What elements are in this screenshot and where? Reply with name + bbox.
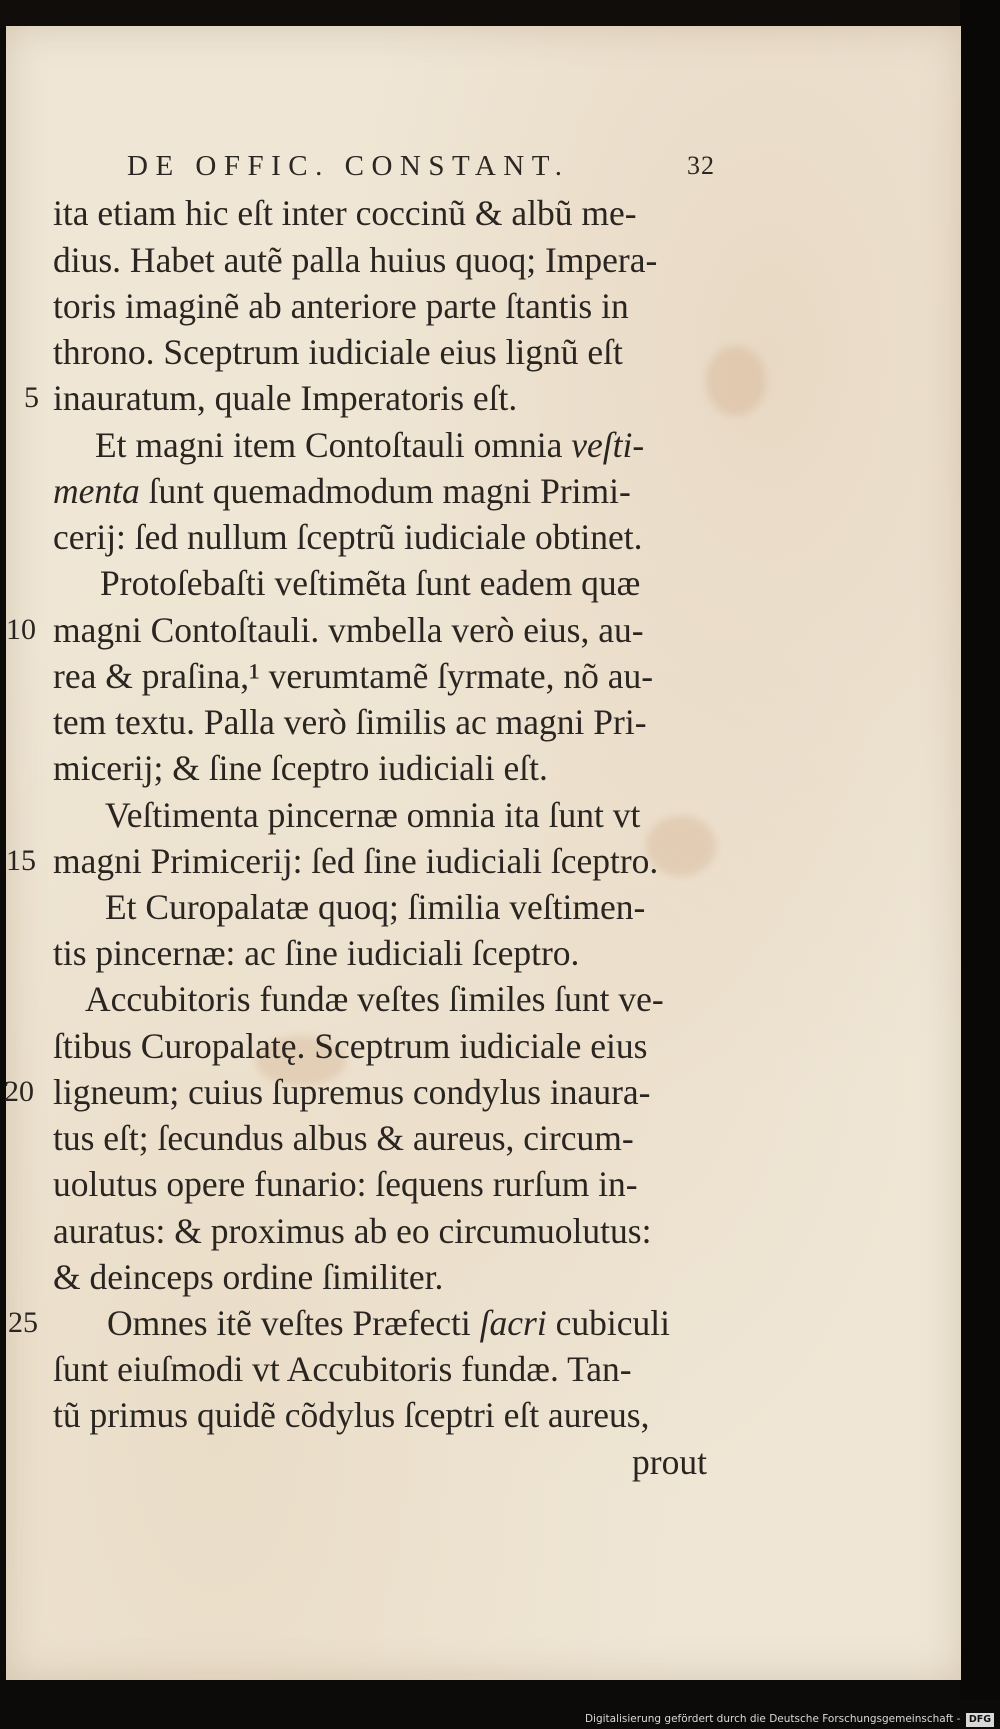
page-stain	[706, 346, 766, 416]
text-line: & deinceps ordine ſimiliter.	[53, 1257, 444, 1297]
margin-line-number: 20	[4, 1075, 34, 1108]
text-line: Accubitoris fundæ veſtes ſimiles ſunt ve-	[85, 979, 664, 1019]
italic-word: veſti-	[571, 425, 645, 465]
margin-line-number: 25	[8, 1306, 38, 1339]
text-line: ligneum; cuius ſupremus condylus inaura-	[53, 1072, 651, 1112]
italic-word: menta	[53, 471, 140, 511]
text-line: Veſtimenta pincernæ omnia ita ſunt vt	[105, 795, 641, 835]
text-segment: Omnes itẽ veſtes Præfecti	[107, 1303, 471, 1343]
text-line: magni Primicerij: ſed ſine iudiciali ſceptro.	[53, 841, 659, 881]
text-line: magni Contoſtauli. vmbella verò eius, au-	[53, 610, 644, 650]
text-segment: Et magni item Contoſtauli omnia	[95, 425, 563, 465]
text-line: tus eſt; ſecundus albus & aureus, circum-	[53, 1118, 634, 1158]
dfg-logo: DFG	[966, 1713, 994, 1727]
margin-line-number: 15	[6, 844, 36, 877]
scan-top-border	[0, 0, 1000, 28]
catchword: prout	[632, 1442, 707, 1482]
text-line	[53, 467, 631, 515]
text-line: tis pincernæ: ac ſine iudiciali ſceptro.	[53, 933, 580, 973]
text-line: uolutus opere funario: ſequens rurſum in-	[53, 1164, 638, 1204]
text-line: Et Curopalatæ quoq; ſimilia veſtimen-	[105, 887, 646, 927]
scan-right-border	[960, 0, 1000, 1700]
text-line: micerij; & ſine ſceptro iudiciali eſt.	[53, 748, 548, 788]
text-line: dius. Habet autẽ palla huius quoq; Impera-	[53, 240, 658, 280]
text-line: ita etiam hic eſt inter coccinũ & albũ me-	[53, 193, 637, 233]
text-line: tem textu. Palla verò ſimilis ac magni Pri-	[53, 702, 647, 742]
italic-word: ſacri	[479, 1303, 547, 1343]
text-line: toris imaginẽ ab anteriore parte ſtantis in	[53, 286, 629, 326]
text-line: auratus: & proximus ab eo circumuolutus:	[53, 1211, 652, 1251]
text-line: throno. Sceptrum iudiciale eius lignũ eſt	[53, 332, 623, 372]
digitization-credit	[585, 1712, 994, 1726]
text-line	[95, 421, 644, 469]
credit-text: Digitalisierung gefördert durch die Deutsche Forschungsgemeinschaft -	[584, 1713, 961, 1725]
text-line: inauratum, quale Imperatoris eſt.	[53, 378, 518, 418]
page-number: 32	[687, 151, 715, 180]
margin-line-number: 10	[6, 613, 36, 646]
text-line: tũ primus quidẽ cõdylus ſceptri eſt aureus,	[53, 1395, 650, 1435]
text-line	[107, 1299, 670, 1347]
text-segment: cubiculi	[555, 1303, 670, 1343]
margin-line-number: 5	[24, 381, 39, 414]
text-line: cerij: ſed nullum ſceptrũ iudiciale obtinet.	[53, 517, 643, 557]
text-line: ſtibus Curopalatę. Sceptrum iudiciale eius	[53, 1026, 648, 1066]
running-head	[127, 146, 727, 186]
text-line: rea & praſina,¹ verumtamẽ ſyrmate, nõ au-	[53, 656, 654, 696]
text-line: ſunt eiuſmodi vt Accubitoris fundæ. Tan-	[53, 1349, 632, 1389]
text-line: Protoſebaſti veſtimẽta ſunt eadem quæ	[100, 563, 641, 603]
running-head-title: DE OFFIC. CONSTANT.	[127, 150, 570, 182]
text-segment: ſunt quemadmodum magni Primi-	[148, 471, 631, 511]
